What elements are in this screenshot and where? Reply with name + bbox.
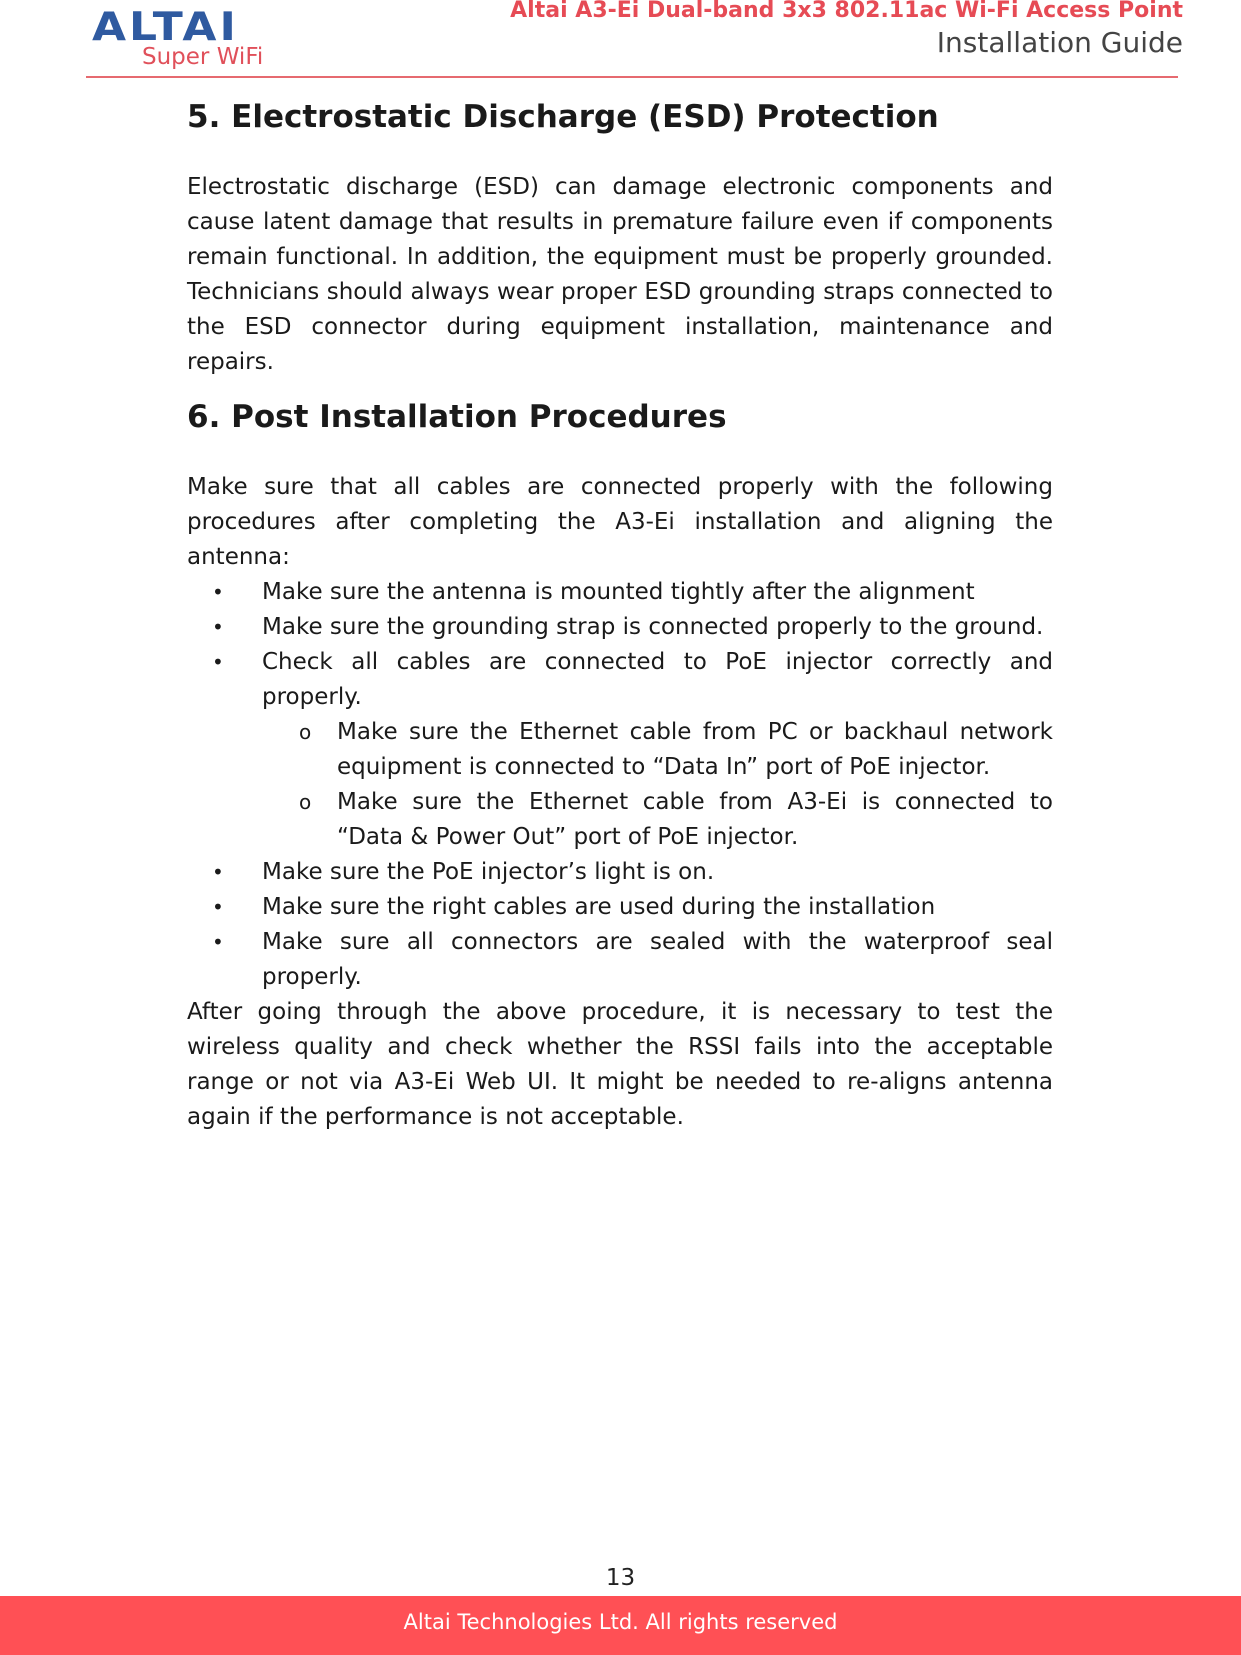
altai-logo xyxy=(92,4,324,70)
section-heading-esd: 5. Electrostatic Discharge (ESD) Protection xyxy=(187,99,939,135)
post-installation-intro: Make sure that all cables are connected properly with the following procedures after completing the A3-Ei installation and aligning the antenna: xyxy=(187,474,1053,570)
copyright-text: Altai Technologies Ltd. All rights reserved xyxy=(403,1610,838,1634)
footer-bar xyxy=(0,1596,1241,1655)
list-item xyxy=(187,645,1053,855)
sub-procedure-list xyxy=(262,715,1053,855)
section-heading-post-installation: 6. Post Installation Procedures xyxy=(187,399,727,435)
list-item: • Make sure the right cables are used during the installation xyxy=(187,890,1053,925)
header-divider xyxy=(86,76,1178,78)
logo-tagline: Super WiFi xyxy=(142,44,264,70)
procedure-list xyxy=(187,575,1053,995)
sub-list-item: o Make sure the Ethernet cable from PC or backhaul network equipment is connected to “Data In” port of PoE injector. xyxy=(262,715,1053,785)
list-item: • Make sure all connectors are sealed with the waterproof seal properly. xyxy=(187,925,1053,995)
logo-wordmark: ALTAI xyxy=(92,4,239,50)
list-item: • Make sure the antenna is mounted tightly after the alignment xyxy=(187,575,1053,610)
page-number: 13 xyxy=(605,1565,636,1591)
list-item: • Make sure the grounding strap is connected properly to the ground. xyxy=(187,610,1053,645)
closing-paragraph: After going through the above procedure, it is necessary to test the wireless quality and check whether the RSSI fails into the acceptable range or not via A3-Ei Web UI. It might be needed to re-aligns antenna again if the performance is not acceptable. xyxy=(187,999,1053,1130)
page-header xyxy=(0,0,1241,82)
document-subtitle: Installation Guide xyxy=(936,26,1183,59)
document-title: Altai A3-Ei Dual-band 3x3 802.11ac Wi-Fi Access Point xyxy=(510,0,1183,23)
page-content xyxy=(187,92,1053,1135)
list-item-text: Check all cables are connected to PoE injector correctly and properly. xyxy=(262,649,1053,710)
sub-list-item: o Make sure the Ethernet cable from A3-Ei is connected to “Data & Power Out” port of PoE injector. xyxy=(262,785,1053,855)
esd-paragraph: Electrostatic discharge (ESD) can damage electronic components and cause latent damage that results in premature failure even if components remain functional. In addition, the equipment must be properly grounded. Technicians should always wear proper ESD grounding straps connected to the ESD connector during equipment installation, maintenance and repairs. xyxy=(187,174,1053,375)
list-item: • Make sure the PoE injector’s light is on. xyxy=(187,855,1053,890)
